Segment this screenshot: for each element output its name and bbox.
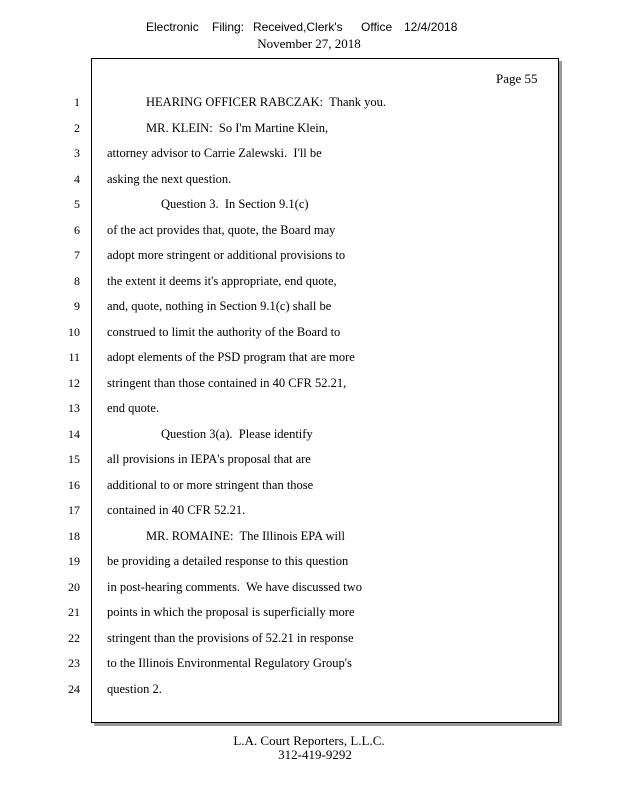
line-number: 4 xyxy=(74,171,80,186)
stamp-word-filing: Filing: xyxy=(212,20,245,34)
line-number: 2 xyxy=(74,120,80,135)
stamp-date: 12/4/2018 xyxy=(404,20,458,34)
line-text: MR. KLEIN: So I'm Martine Klein, xyxy=(146,120,329,135)
line-number: 13 xyxy=(68,401,80,415)
line-number: 24 xyxy=(68,681,80,696)
line-text: in post-hearing comments. We have discussed two xyxy=(107,579,362,594)
line-number: 11 xyxy=(68,350,80,364)
line-number: 12 xyxy=(68,375,80,390)
line-text: to the Illinois Environmental Regulatory Group's xyxy=(107,656,352,670)
filing-date: November 27, 2018 xyxy=(257,36,361,51)
line-text: adopt elements of the PSD program that are more xyxy=(107,350,355,364)
line-number: 8 xyxy=(74,273,80,288)
line-number: 6 xyxy=(74,222,80,237)
footer-company: L.A. Court Reporters, L.L.C. xyxy=(233,733,385,748)
line-text: stringent than the provisions of 52.21 in response xyxy=(107,630,354,645)
line-text: stringent than those contained in 40 CFR 52.21, xyxy=(107,375,347,390)
line-text: contained in 40 CFR 52.21. xyxy=(107,503,246,517)
page-number: Page 55 xyxy=(496,71,538,86)
line-number: 17 xyxy=(68,503,80,517)
line-number: 9 xyxy=(74,299,80,313)
line-number: 14 xyxy=(68,426,80,441)
line-number: 5 xyxy=(74,197,80,211)
line-text: HEARING OFFICER RABCZAK: Thank you. xyxy=(146,95,387,109)
line-text: additional to or more stringent than those xyxy=(107,477,314,492)
line-text: asking the next question. xyxy=(107,171,232,186)
footer-phone: 312-419-9292 xyxy=(278,747,352,762)
line-text: all provisions in IEPA's proposal that are xyxy=(107,452,311,466)
line-number: 19 xyxy=(68,554,80,568)
line-number: 7 xyxy=(74,248,80,262)
line-text: construed to limit the authority of the Board to xyxy=(107,324,341,339)
line-text: of the act provides that, quote, the Board may xyxy=(107,222,336,237)
line-number: 20 xyxy=(68,579,80,594)
line-number: 15 xyxy=(68,452,80,466)
line-text: be providing a detailed response to this question xyxy=(107,554,349,568)
line-number: 16 xyxy=(68,477,80,492)
line-text: attorney advisor to Carrie Zalewski. I'll be xyxy=(107,146,322,160)
line-number: 10 xyxy=(68,324,80,339)
line-number: 23 xyxy=(68,656,80,670)
line-text: the extent it deems it's appropriate, end quote, xyxy=(107,273,337,288)
line-text: Question 3(a). Please identify xyxy=(161,426,313,441)
line-text: end quote. xyxy=(107,401,160,415)
line-text: and, quote, nothing in Section 9.1(c) shall be xyxy=(107,299,332,313)
line-text: adopt more stringent or additional provisions to xyxy=(107,248,346,262)
line-number: 22 xyxy=(68,630,80,645)
line-number: 1 xyxy=(74,95,80,109)
stamp-word-office: Office xyxy=(361,20,393,34)
line-number: 18 xyxy=(68,528,80,543)
line-text: points in which the proposal is superficially more xyxy=(107,605,355,619)
stamp-word-received-clerks: Received,Clerk's xyxy=(253,20,343,34)
line-number: 21 xyxy=(68,605,80,619)
line-text: MR. ROMAINE: The Illinois EPA will xyxy=(146,528,345,543)
line-number: 3 xyxy=(74,146,80,160)
line-text: Question 3. In Section 9.1(c) xyxy=(161,197,309,211)
line-text: question 2. xyxy=(107,681,162,696)
stamp-word-electronic: Electronic xyxy=(146,20,199,34)
